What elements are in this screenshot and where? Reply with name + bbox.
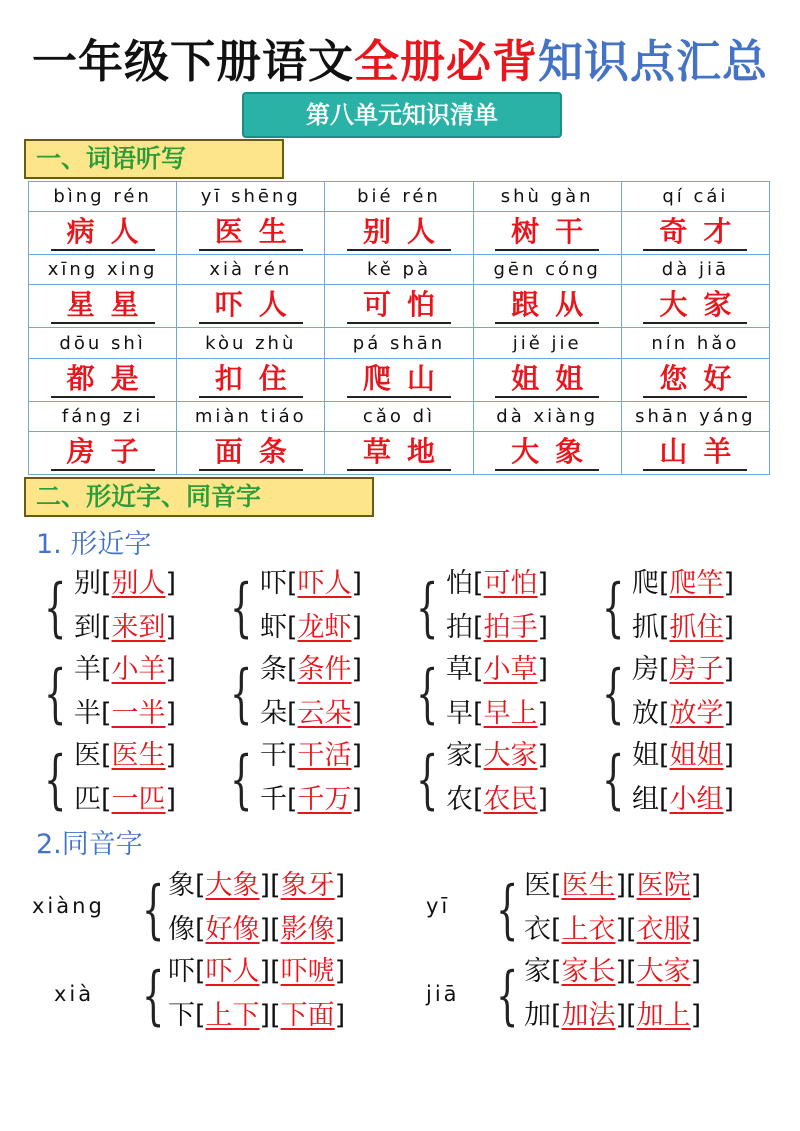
title-part-2: 全册必背 (353, 35, 538, 88)
answer-word: 可怕 (483, 568, 538, 599)
similar-group: { 条[条件] 朵[云朵] (230, 650, 400, 740)
pinyin-cell: dà xiàng (473, 401, 621, 431)
pinyin-row (29, 401, 770, 431)
section-heading-similar-homophone: 二、形近字、同音字 (24, 477, 374, 517)
pinyin-cell: fáng zi (29, 401, 177, 431)
pinyin-cell: dōu shì (29, 328, 177, 358)
answer-word: 影像 (280, 914, 335, 945)
answer-word: 吓人 (205, 956, 260, 987)
similar-group: { 别[别人] 到[来到] (44, 564, 214, 654)
pinyin-row (29, 255, 770, 285)
answer-word: 吓人 (297, 568, 352, 599)
answer-word: 吓唬 (280, 956, 335, 987)
word-cell: 跟从 (495, 288, 599, 324)
pinyin-cell: qí cái (621, 182, 769, 212)
answer-word: 早上 (483, 698, 538, 729)
page-title (0, 32, 800, 92)
word-cell: 爬山 (347, 362, 451, 398)
pinyin-row (29, 328, 770, 358)
similar-group: { 家[大家] 农[农民] (416, 736, 586, 826)
homophone-group: xiàng { 象[大象][象牙] 像[好像][影像] (32, 866, 392, 956)
brace-icon: { (416, 571, 439, 645)
answer-word: 干活 (297, 740, 352, 771)
word-cell: 草地 (347, 435, 451, 471)
answer-word: 小组 (669, 784, 724, 815)
word-cell: 树干 (495, 215, 599, 251)
answer-word: 爬竿 (669, 568, 724, 599)
answer-word: 医生 (111, 740, 166, 771)
unit-subtitle: 第八单元知识清单 (242, 92, 562, 138)
pinyin-cell: nín hǎo (621, 328, 769, 358)
pinyin-cell: dà jiā (621, 255, 769, 285)
word-row (29, 358, 770, 401)
word-cell: 吓人 (199, 288, 303, 324)
similar-group: { 房[房子] 放[放学] (602, 650, 772, 740)
word-cell: 您好 (643, 362, 747, 398)
brace-icon: { (602, 657, 625, 731)
word-cell: 面条 (199, 435, 303, 471)
similar-group: { 干[干活] 千[千万] (230, 736, 400, 826)
answer-word: 抓住 (669, 612, 724, 643)
answer-word: 大家 (636, 956, 691, 987)
pinyin-cell: yī shēng (177, 182, 325, 212)
word-cell: 扣住 (199, 362, 303, 398)
title-part-1: 一年级下册语文 (31, 35, 354, 88)
answer-word: 姐姐 (669, 740, 724, 771)
word-cell: 病人 (51, 215, 155, 251)
brace-icon: { (44, 743, 67, 817)
similar-group: { 姐[姐姐] 组[小组] (602, 736, 772, 826)
brace-icon: { (142, 873, 165, 947)
answer-word: 好像 (205, 914, 260, 945)
answer-word: 衣服 (636, 914, 691, 945)
answer-word: 拍手 (483, 612, 538, 643)
brace-icon: { (416, 657, 439, 731)
brace-icon: { (602, 743, 625, 817)
answer-word: 农民 (483, 784, 538, 815)
word-cell: 都是 (51, 362, 155, 398)
answer-word: 大象 (205, 870, 260, 901)
word-cell: 医生 (199, 215, 303, 251)
subsection-label-similar: 1. 形近字 (36, 529, 152, 560)
title-part-3: 知识点汇总 (538, 35, 769, 88)
pinyin-cell: kòu zhù (177, 328, 325, 358)
pinyin-cell: shān yáng (621, 401, 769, 431)
pinyin-cell: xià rén (177, 255, 325, 285)
answer-word: 上下 (205, 1000, 260, 1031)
answer-word: 象牙 (280, 870, 335, 901)
answer-word: 别人 (111, 568, 166, 599)
answer-word: 加上 (636, 1000, 691, 1031)
word-cell: 别人 (347, 215, 451, 251)
word-row (29, 431, 770, 474)
word-cell: 奇才 (643, 215, 747, 251)
pinyin-cell: shù gàn (473, 182, 621, 212)
pinyin-cell: kě pà (325, 255, 473, 285)
answer-word: 家长 (561, 956, 616, 987)
pinyin-cell: pá shān (325, 328, 473, 358)
word-cell: 大家 (643, 288, 747, 324)
answer-word: 云朵 (297, 698, 352, 729)
answer-word: 下面 (280, 1000, 335, 1031)
word-cell: 姐姐 (495, 362, 599, 398)
similar-group: { 羊[小羊] 半[一半] (44, 650, 214, 740)
similar-group: { 爬[爬竿] 抓[抓住] (602, 564, 772, 654)
pinyin-cell: xīng xing (29, 255, 177, 285)
answer-word: 一半 (111, 698, 166, 729)
answer-word: 医院 (636, 870, 691, 901)
pinyin-cell: gēn cóng (473, 255, 621, 285)
word-row (29, 212, 770, 255)
homophone-pinyin: xià (54, 982, 95, 1006)
homophone-group: yī { 医[医生][医院] 衣[上衣][衣服] (426, 866, 766, 956)
pinyin-cell: bìng rén (29, 182, 177, 212)
similar-group: { 医[医生] 匹[一匹] (44, 736, 214, 826)
answer-word: 放学 (669, 698, 724, 729)
brace-icon: { (602, 571, 625, 645)
word-cell: 房子 (51, 435, 155, 471)
pinyin-cell: cǎo dì (325, 401, 473, 431)
similar-group: { 草[小草] 早[早上] (416, 650, 586, 740)
word-cell: 大象 (495, 435, 599, 471)
homophone-pinyin: jiā (426, 982, 460, 1006)
answer-word: 小羊 (111, 654, 166, 685)
brace-icon: { (496, 959, 519, 1033)
answer-word: 大家 (483, 740, 538, 771)
vocab-table (28, 181, 770, 475)
homophone-pinyin: xiàng (32, 894, 105, 918)
brace-icon: { (44, 571, 67, 645)
brace-icon: { (416, 743, 439, 817)
pinyin-cell: bié rén (325, 182, 473, 212)
answer-word: 房子 (669, 654, 724, 685)
homophone-group: xià { 吓[吓人][吓唬] 下[上下][下面] (32, 952, 392, 1042)
homophone-pinyin: yī (426, 894, 451, 918)
section-heading-dictation: 一、词语听写 (24, 139, 284, 179)
homophone-group: jiā { 家[家长][大家] 加[加法][加上] (426, 952, 766, 1042)
answer-word: 来到 (111, 612, 166, 643)
brace-icon: { (496, 873, 519, 947)
brace-icon: { (44, 657, 67, 731)
answer-word: 千万 (297, 784, 352, 815)
pinyin-row (29, 182, 770, 212)
answer-word: 条件 (297, 654, 352, 685)
answer-word: 小草 (483, 654, 538, 685)
answer-word: 上衣 (561, 914, 616, 945)
similar-group: { 怕[可怕] 拍[拍手] (416, 564, 586, 654)
word-row (29, 285, 770, 328)
brace-icon: { (230, 743, 253, 817)
brace-icon: { (230, 657, 253, 731)
brace-icon: { (230, 571, 253, 645)
answer-word: 龙虾 (297, 612, 352, 643)
word-cell: 可怕 (347, 288, 451, 324)
subsection-label-homophone: 2.同音字 (36, 829, 143, 860)
answer-word: 加法 (561, 1000, 616, 1031)
answer-word: 一匹 (111, 784, 166, 815)
pinyin-cell: jiě jie (473, 328, 621, 358)
answer-word: 医生 (561, 870, 616, 901)
similar-group: { 吓[吓人] 虾[龙虾] (230, 564, 400, 654)
word-cell: 星星 (51, 288, 155, 324)
brace-icon: { (142, 959, 165, 1033)
pinyin-cell: miàn tiáo (177, 401, 325, 431)
word-cell: 山羊 (643, 435, 747, 471)
